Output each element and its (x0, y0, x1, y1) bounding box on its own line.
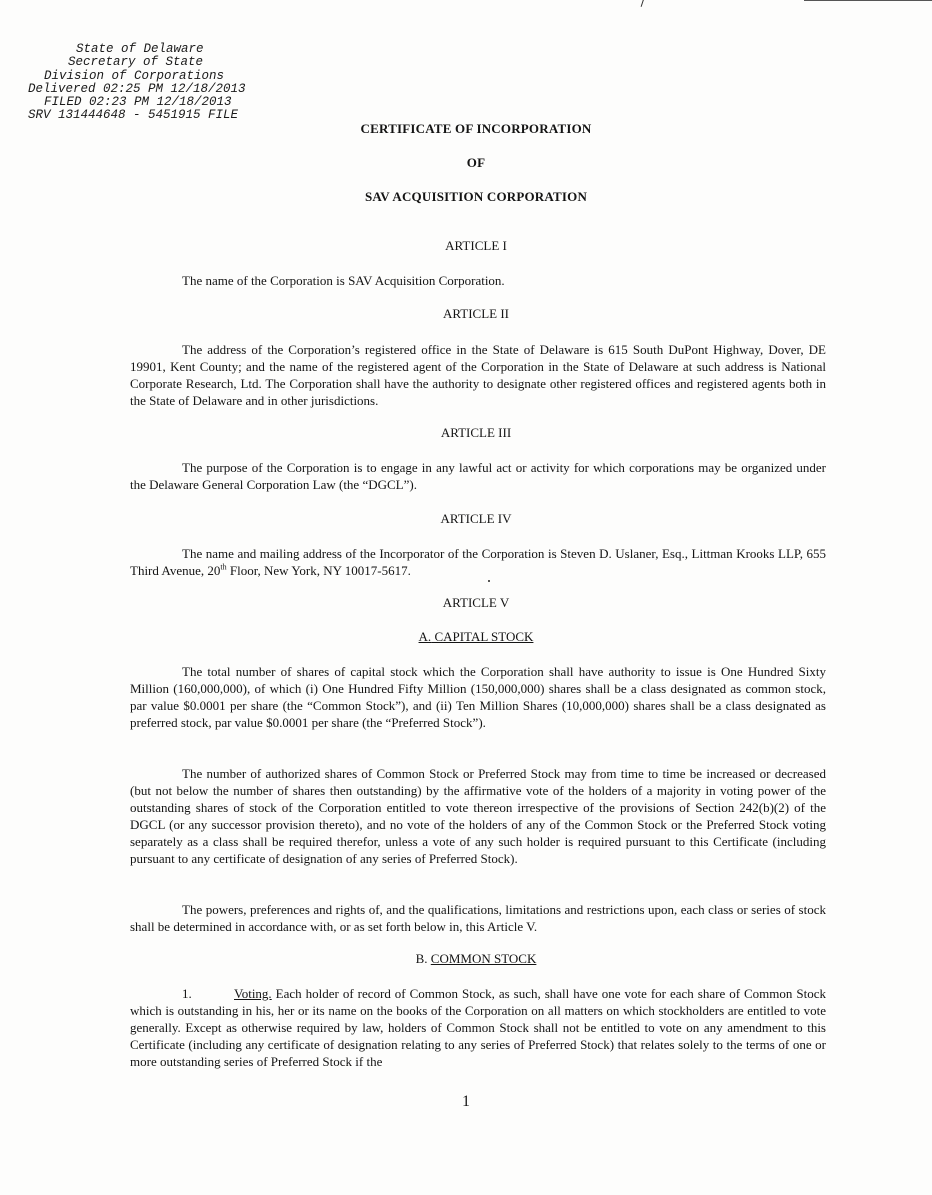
article-3-heading: ARTICLE III (440, 425, 512, 440)
voting-text: Each holder of record of Common Stock, as such, shall have one vote for each share of Common Stock which is outstanding in his, her or its name on the books of the Corporation on all matters on which stockholders are entitled to vote generally. Except as otherwise required by law, holders of Common Stock shall not be entitled to vote on any amendment to this Certificate (including any certificate of designation relating to any series of Preferred Stock) that relates solely to the terms of one or more outstanding series of Preferred Stock if the (130, 986, 826, 1070)
section-a-heading (0, 629, 932, 645)
stamp-line: Secretary of State (68, 55, 204, 70)
corporation-name-heading: SAV ACQUISITION CORPORATION (364, 189, 588, 204)
section-b-prefix: B. (415, 951, 431, 966)
article-4-heading: ARTICLE IV (440, 511, 512, 526)
stamp-line: SRV 131444648 - 5451915 FILE (28, 108, 239, 123)
section-b-heading (0, 951, 932, 967)
stamp-line: FILED 02:23 PM 12/18/2013 (44, 95, 232, 110)
document-title: CERTIFICATE OF INCORPORATION (360, 121, 592, 136)
article-4-text-end: Floor, New York, NY 10017-5617. (226, 563, 411, 579)
authorized-shares-paragraph: The number of authorized shares of Common Stock or Preferred Stock may from time to time be increased or decreased (but not below the number of shares then outstanding) by the affirmative vote of the holders of a majority in voting power of the outstanding shares of stock of the Corporation entitled to vote thereon irrespective of the provisions of Section 242(b)(2) of the DGCL (or any successor provision thereto), and no vote of the holders of any of the Common Stock or the Preferred Stock voting separately as a class shall be required therefor, unless a vote of any such holder is required pursuant to this Certificate (including pursuant to any certificate of designation of any series of Preferred Stock). (130, 766, 826, 867)
stamp-line: Delivered 02:25 PM 12/18/2013 (28, 81, 246, 96)
page-number: 1 (462, 1093, 470, 1110)
article-2-heading: ARTICLE II (442, 306, 509, 321)
article-4-text-main: The name and mailing address of the Incorporator of the Corporation is Steven D. Uslaner, Esq., Littman Krooks LLP, 655 Third Avenue, 20 (130, 546, 826, 579)
scan-mark (641, 0, 645, 7)
document-title-of: OF (466, 155, 486, 170)
powers-preferences-paragraph: The powers, preferences and rights of, and the qualifications, limitations and restrictions upon, each class or series of stock shall be determined in accordance with, or as set forth below in, this Article V. (130, 902, 826, 935)
article-1-text: The name of the Corporation is SAV Acquisition Corporation. (182, 273, 505, 288)
item-number: 1. (182, 986, 192, 1001)
article-5-heading: ARTICLE V (442, 595, 510, 610)
scan-speck (488, 580, 490, 582)
article-1-heading: ARTICLE I (445, 238, 507, 253)
section-a-title: CAPITAL STOCK (431, 629, 534, 644)
filing-stamp (28, 43, 288, 123)
article-2-text: The address of the Corporation’s registered office in the State of Delaware is 615 South DuPont Highway, Dover, DE 19901, Kent County; and the name of the registered agent of the Corporation in the State of Delaware at such address is National Corporate Research, Ltd. The Corporation shall have the authority to designate other registered offices and registered agents both in the State of Delaware and in other jurisdictions. (130, 342, 826, 409)
article-4-text (130, 545, 826, 579)
section-a-prefix: A. (418, 629, 432, 644)
scan-edge-line (804, 0, 932, 1)
stamp-line: Division of Corporations (44, 68, 225, 83)
stamp-line: State of Delaware (76, 42, 204, 56)
voting-title: Voting. (234, 986, 272, 1001)
voting-paragraph (130, 985, 826, 1070)
article-3-text: The purpose of the Corporation is to engage in any lawful act or activity for which corporations may be organized under the Delaware General Corporation Law (the “DGCL”). (130, 460, 826, 493)
ordinal-suffix: th (220, 562, 227, 572)
section-b-title: COMMON STOCK (430, 951, 537, 966)
capital-stock-paragraph: The total number of shares of capital stock which the Corporation shall have authority to issue is One Hundred Sixty Million (160,000,000), of which (i) One Hundred Fifty Million (150,000,000) shares shall be a class designated as common stock, par value $0.0001 per share (the “Common Stock”), and (ii) Ten Million Shares (10,000,000) shares shall be a class designated as preferred stock, par value $0.0001 per share (the “Preferred Stock”). (130, 664, 826, 731)
